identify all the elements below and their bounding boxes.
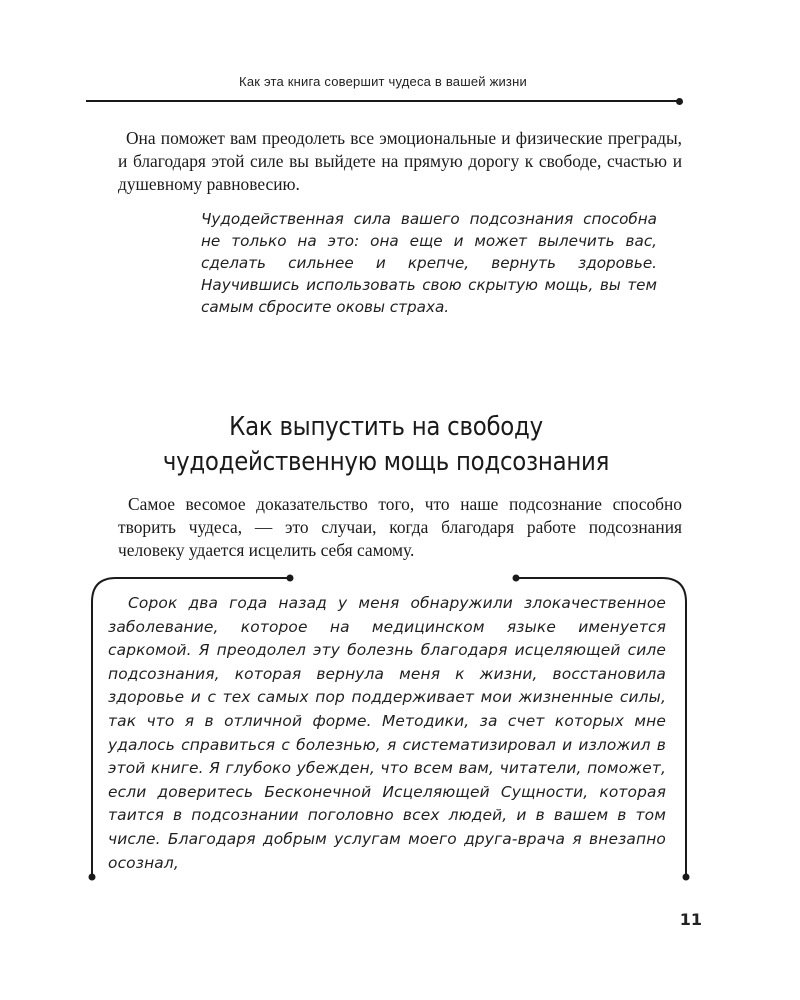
page-number: 11 xyxy=(679,910,702,929)
frame-dot-bottom-left xyxy=(89,874,96,881)
frame-dot-bottom-right xyxy=(683,874,690,881)
running-head: Как эта книга совершит чудеса в вашей жизни xyxy=(239,74,527,89)
frame-dot-top-left xyxy=(287,575,294,582)
section-heading-line-2: чудодейственную мощь подсознания xyxy=(162,447,610,477)
section-paragraph: Самое весомое доказательство того, что наше подсознание способно творить чудеса, — это случаи, когда благодаря работе подсознания человеку удается исцелить себя самому. xyxy=(118,494,682,560)
section-heading-line-1: Как выпустить на свободу xyxy=(229,412,543,442)
quote-paragraph: Чудодейственная сила вашего подсознания способна не только на это: она еще и может вылечить вас, сделать сильнее и крепче, вернуть здоровье. Научившись использовать свою скрытую мощь, вы тем самым сбросите оковы страха. xyxy=(201,210,657,316)
frame-dot-top-right xyxy=(513,575,520,582)
boxed-story: Сорок два года назад у меня обнаружили злокачественное заболевание, которое на медицинском языке именуется саркомой. Я преодолел эту болезнь благодаря исцеляющей силе подсознания, которая вернула меня к жизни, восстановила здоровье и с тех самых пор поддерживает мои жизненные силы, так что я в отличной форме. Методики, за счет которых мне удалось справиться с болезнью, я систематизировал и изложил в этой книге. Я глубоко убежден, что всем вам, читатели, поможет, если доверитесь Бесконечной Исцеляющей Сущности, которая таится в подсознании поголовно всех людей, и в вашем в том числе. Благодаря добрым услугам моего друга-врача я внезапно осознал, xyxy=(108,594,666,872)
intro-paragraph: Она поможет вам преодолеть все эмоциональные и физические преграды, и благодаря этой силе вы выйдете на прямую дорогу к свободе, счастью и душевному равновесию. xyxy=(118,128,682,194)
